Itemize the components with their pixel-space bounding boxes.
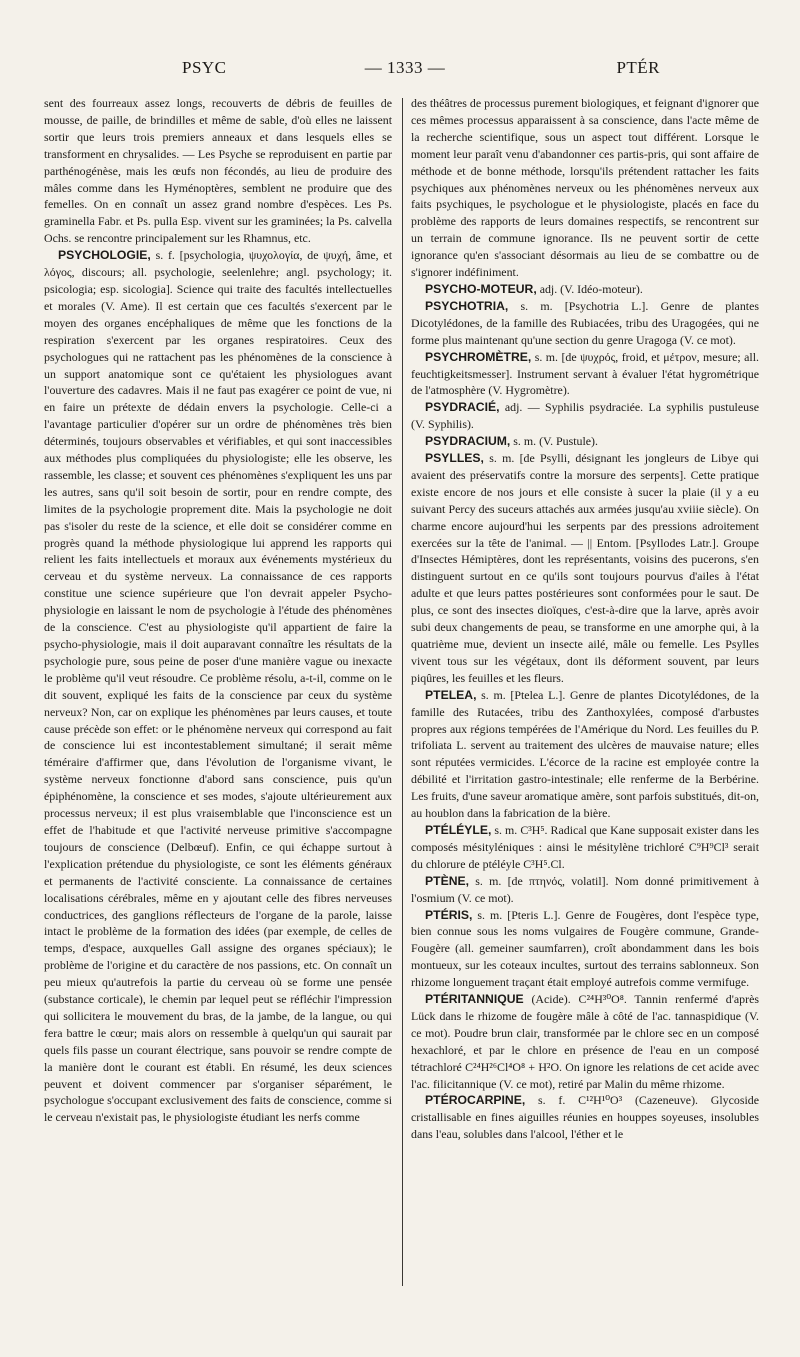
- entry-pteleyle: [411, 822, 759, 873]
- running-head-left: PSYC: [182, 58, 227, 77]
- entry-ptene: [411, 873, 759, 907]
- entry-text: s. m. [de πτηνός, volatil]. Nom donné primitivement à l'osmium (V. ce mot).: [411, 873, 759, 905]
- entry-continuation: [44, 95, 392, 247]
- entry-text: s. m. [Ptelea L.]. Genre de plantes Dicotylédones, de la famille des Rutacées, tribu des Zanthoxylées, composé d'arbustes propres aux régions tempérées de l'Amérique du Nord. Les feuilles du P. trifoliata L. servent au traitement des ulcères de mauvaise nature; elles sont réputées vermicides. L'écorce de la racine est employée contre la débilité et l'irritation gastro-intestinale; elle renferme de la Berbérine. Les fruits, d'une saveur aromatique amère, sont parfois substitués, dit-on, au houblon dans la fabrication de la bière.: [411, 687, 759, 821]
- right-column: [411, 95, 759, 1295]
- entry-pterocarpine: [411, 1092, 759, 1143]
- entry-text: s. m. [Pteris L.]. Genre de Fougères, dont l'espèce type, bien connue sous les noms vulgaires de Fougère commune, Grande-Fougère (all. gemeiner saumfarren), croît abondamment dans les bois montueux, sur les coteaux incultes, surtout des terrains sablonneux. Son rhizome longuement traçant était employé autrefois comme vermifuge.: [411, 907, 759, 990]
- entry-text: s. m. C³H⁵. Radical que Kane supposait exister dans les composés mésityléniques : ainsi le mésitylène trichloré C⁹H⁹Cl³ serait du chlorure de ptéléyle C³H⁵.Cl.: [411, 822, 759, 871]
- entry-ptelea: [411, 687, 759, 822]
- entry-headword: PSYCHO-MOTEUR,: [425, 281, 537, 296]
- entry-headword: PSYDRACIUM,: [425, 434, 511, 449]
- entry-headword: PTÈNE,: [425, 873, 470, 888]
- entry-psylles: [411, 450, 759, 687]
- left-column: [44, 95, 392, 1295]
- entry-psycho-moteur: [411, 281, 759, 298]
- entry-headword: PTÉROCARPINE,: [425, 1093, 526, 1108]
- entry-headword: PSYCHOTRIA,: [425, 298, 509, 313]
- entry-headword: PTÉLÉYLE,: [425, 822, 492, 837]
- page-header: [40, 58, 770, 88]
- entry-psychotria: [411, 298, 759, 349]
- entry-text: s. f. [psychologia, ψυχολογία, de ψυχή, âme, et λόγος, discours; all. psychologie, seelenlehre; angl. psychology; it. psicologia; esp. sicologia]. Science qui traite des facultés intellectuelles et morales (V. Ame). Il est certain que ces facultés s'exercent par le moyen des organes encéphaliques de même que les fonctions de la respiration s'exercent par les organes respiratoires. Ceux des psychologues qui ne rattachent pas les phénomènes de la conscience à un support anatomique sont ce qu'étaient les physiologues avant l'ouverture des cadavres. Mais il ne faut pas exagérer ce point de vue, ni en faire un prétexte de dédain envers la psychologie. Celle-ci a l'avantage particulier d'opérer sur un ordre de phénomènes très bien déterminés, toujours observables et vérifiables, et qui sont inaccessibles aux méthodes plus compliquées du physiologiste; elle les observe, les rassemble, les classe; et souvent ces phénomènes s'expliquent les uns par les autres, sans qu'il soit besoin de sortir, pour en rendre compte, des limites de la psychologie proprement dite. Mais la psychologie ne doit pas s'isoler du reste de la science, et elle doit se considérer comme en progrès quand la méthode physiologique lui apprend les rapports qui relient les faits intellectuels et moraux aux événements mystérieux du cerveau et du système nerveux. La connaissance de ces rapports constitue une science supérieure que l'on devrait appeler Psycho-physiologie en laissant le nom de psychologie à l'étude des phénomènes de la conscience. C'est au physiologiste qu'il appartient de faire la psycho-physiologie, mais il doit auparavant connaître les résultats de la psychologie pure, sous peine de poser d'une manière vague ou inexacte le problème qu'il veut résoudre. Ce problème résolu, a-t-il, comme on le dit souvent, expliqué les faits de la conscience par ceux du système nerveux? Non, car on explique les phénomènes par leurs causes, et toute cause précède son effet: or le phénomène nerveux qui correspond au fait de conscience lui est incontestablement simultané; il serait même téméraire d'affirmer que, dans l'évolution de l'organisme vivant, le système nerveux fonctionne d'abord sans conscience, puis qu'un épiphénomène, la conscience et ses modes, s'ajoute ultérieurement aux processus nerveux; il est plus vraisemblable que l'inconscience est un effet de l'habitude et que l'activité nerveuse primitive s'accompagne toujours de conscience (Delbœuf). Enfin, ce qui échappe surtout à l'explication prétendue du physiologiste, ce sont les éléments généraux et permanents de l'activité consciente. La connaissance de certaines localisations cérébrales, même en y ajoutant celle des fibres nerveuses conductrices, des ganglions réflecteurs de l'organe de la parole, laisse intact le problème de la formation des idées (par exemple, de celles de temps, d'espace, auxquelles Gall assigne des organes spéciaux); le problème de l'origine et du caractère de nos passions, etc. On connaît un peu mieux qu'autrefois la partie du cerveau où se forme une pensée (substance corticale), le chemin par lequel peut se réfléchir l'impression qui sollicitera le mouvement du bras, de la jambe, de la langue, ou qui fera battre le cœur; mais alors on ressemble à quelqu'un qui saurait par quels fils passe un courant électrique, sans pouvoir se rendre compte de la manière dont le courant est établi. En résumé, les deux sciences peuvent et doivent commencer par s'organiser séparément, le psychologue s'occupant exclusivement des faits de conscience, comme si le cerveau n'existait pas, le physiologiste étudiant les nerfs comme: [44, 248, 392, 1125]
- entry-headword: PTÉRIS,: [425, 907, 473, 922]
- entry-headword: PTELEA,: [425, 687, 477, 702]
- entry-psydracium: [411, 433, 759, 450]
- entry-text: s. m. [de ψυχρός, froid, et μέτρον, mesure; all. feuchtigkeitsmesser]. Instrument servant à évaluer l'état hygrométrique de l'atmosphère (V. Hygromètre).: [411, 349, 759, 398]
- entry-text: adj. — Syphilis psydraciée. La syphilis pustuleuse (V. Syphilis).: [411, 400, 759, 432]
- entry-text: adj. (V. Idéo-moteur).: [536, 281, 643, 296]
- entry-text: s. m. [de Psylli, désignant les jongleurs de Libye qui avaient des préservatifs contre la morsure des serpents]. Cette pratique existe encore de nos jours et elle consiste à sucer la plaie (il y a eu suivant Percy des suceurs attachés aux armées jusqu'au xviiie siècle). On charme encore aujourd'hui les serpents par des pressions adroitement exercées sur la tête de l'animal. — || Entom. [Psyllodes Latr.]. Groupe d'Insectes Hémiptères, dont les représentants, voisins des pucerons, s'en distinguent surtout en ce qu'ils sont toujours pourvus d'ailes à l'état adulte et que leurs pattes postérieures sont conformées pour le saut. De plus, ce sont des insectes dioïques, c'est-à-dire que la larve, après avoir subi deux changements de peau, se transforme en une amorphe qui, à la quatrième mue, devient un insecte ailé, mâle ou femelle. Les Psylles vivent tous sur les végétaux, dont ils déforment souvent, par leurs piqûres, les feuilles et les fleurs.: [411, 451, 759, 685]
- entry-headword: PSYCHROMÈTRE,: [425, 349, 532, 364]
- entry-text: s. m. [Psychotria L.]. Genre de plantes Dicotylédones, de la famille des Rubiacées, tribu des Uragogées, qui ne forme plus maintenant qu'une section du genre Uragoga (V. ce mot).: [411, 298, 759, 347]
- running-head-right: PTÉR: [616, 58, 660, 77]
- entry-pteritannique: [411, 991, 759, 1092]
- entry-psychrometre: [411, 349, 759, 400]
- entry-text: sent des fourreaux assez longs, recouverts de débris de feuilles de mousse, de paille, de brindilles et même de sable, d'où elles ne laissent sortir que leurs trois premiers anneaux et dans lesquels elles se transforment en chrysalides. — Les Psyche se reproduisent en partie par parthénogénèse, mais les œufs non fécondés, au lieu de produire des mâles comme dans les Hyménoptères, semblent ne produire que des femelles. On en connaît un assez grand nombre d'espèces. Les Ps. graminella Fabr. et Ps. pulla Esp. vivent sur les graminées; la Ps. calvella Ochs. se rencontre principalement sur les Rhamnus, etc.: [44, 96, 392, 246]
- entry-headword: PSYCHOLOGIE,: [58, 248, 151, 263]
- entry-psydracie: [411, 399, 759, 433]
- entry-text: (Acide). C²⁴H³⁰O⁸. Tannin renfermé d'après Lück dans le rhizome de fougère mâle à côté de l'ac. tannaspidique (V. ce mot). Poudre brun clair, transformée par le chlore sec en un composé hexachloré, et par le chlore en présence de l'eau en un composé tétrachloré C²⁴H²⁶Cl⁴O⁸ + H²O. On ignore les relations de cet acide avec l'ac. filicitannique (V. ce mot), retiré par Malin du même rhizome.: [411, 992, 759, 1091]
- column-divider: [402, 98, 403, 1286]
- entry-psychologie: [44, 247, 392, 1126]
- entry-continuation: [411, 95, 759, 281]
- entry-headword: PTÉRITANNIQUE: [425, 992, 524, 1007]
- entry-text: s. m. (V. Pustule).: [510, 434, 598, 449]
- entry-text: des théâtres de processus purement biologiques, et feignant d'ignorer que ces mêmes processus apparaissent à sa conscience, dans l'acte même de la recherche scientifique, sous un aspect tout différent. Lorsque le moment leur paraît venu d'abandonner ces partis-pris, qui sont affaire de méthode et de bonne méthode, lorsqu'ils prétendent rattacher les faits psychiques aux phénomènes nerveux ou les phénomènes nerveux aux faits psychiques, le psychologue et le physiologiste, placés en face du problème des rapports de leurs domaines respectifs, se rencontrent sur un terrain de commune ignorance. Ils ne peuvent sortir de cette ignorance qu'en s'associant désormais au lieu de se combattre ou de s'ignorer indéfiniment.: [411, 96, 759, 280]
- entry-pteris: [411, 907, 759, 992]
- entry-headword: PSYLLES,: [425, 451, 484, 466]
- entry-text: s. f. C¹²H¹⁰O³ (Cazeneuve). Glycoside cristallisable en fines aiguilles réunies en houppes soyeuses, insolubles dans l'eau, solubles dans l'alcool, l'éther et le: [411, 1093, 759, 1142]
- entry-headword: PSYDRACIÉ,: [425, 400, 500, 415]
- page-number: — 1333 —: [364, 58, 446, 77]
